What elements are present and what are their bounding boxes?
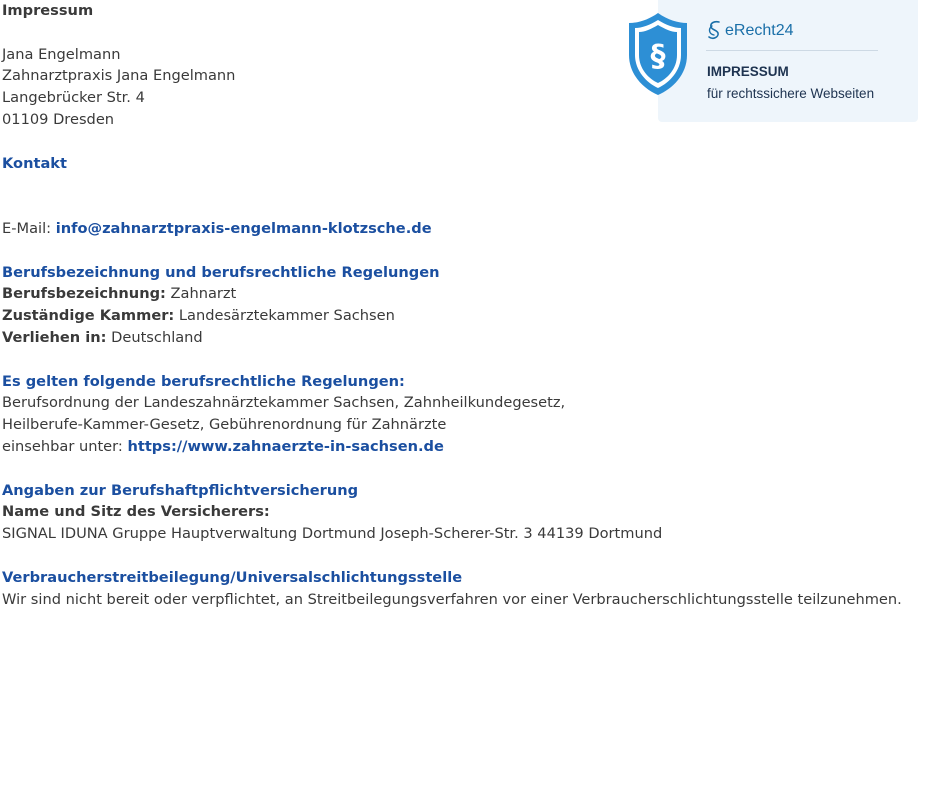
insurance-heading: Angaben zur Berufshaftpflichtversicherung [2, 481, 359, 499]
street-address: Langebrücker Str. 4 [2, 89, 145, 107]
badge-brand-name: eRecht24 [725, 22, 794, 40]
erecht24-badge[interactable] [650, 0, 918, 122]
chamber-line [2, 305, 932, 327]
spacer [2, 174, 932, 196]
insurance-label: Name und Sitz des Versicherers: [2, 503, 270, 521]
practice-name: Zahnarztpraxis Jana Engelmann [2, 67, 236, 85]
granted-value: Deutschland [111, 328, 203, 346]
owner-name: Jana Engelmann [2, 45, 121, 63]
erecht24-logo [706, 20, 794, 42]
profession-heading: Berufsbezeichnung und berufsrechtliche Regelungen [2, 263, 440, 281]
regulations-link-line [2, 436, 932, 458]
profession-title-label: Berufsbezeichnung: [2, 285, 166, 303]
erecht24-mark-icon [706, 20, 724, 42]
profession-title-line [2, 283, 932, 305]
regulations-view-label: einsehbar unter: [2, 437, 123, 455]
page-title: Impressum [2, 2, 94, 19]
insurance-value: SIGNAL IDUNA Gruppe Hauptverwaltung Dortmund Joseph-Scherer-Str. 3 44139 Dortmund [2, 525, 663, 543]
chamber-value: Landesärztekammer Sachsen [178, 307, 395, 325]
email-label: E-Mail: [2, 219, 52, 237]
email-line [2, 218, 932, 240]
regulations-heading: Es gelten folgende berufsrechtliche Regelungen: [2, 372, 405, 390]
svg-text:§: § [650, 39, 666, 74]
spacer [2, 131, 932, 153]
badge-title: IMPRESSUM [707, 64, 789, 79]
city-address: 01109 Dresden [2, 110, 115, 128]
chamber-label: Zuständige Kammer: [2, 307, 175, 325]
spacer [2, 545, 932, 567]
spacer [2, 458, 932, 480]
contact-heading: Kontakt [2, 154, 67, 172]
spacer [2, 196, 932, 218]
regulations-line-1: Berufsordnung der Landeszahnärztekammer Sachsen, Zahnheilkundegesetz, [2, 394, 566, 412]
email-link[interactable]: info@zahnarztpraxis-engelmann-klotzsche.de [55, 219, 432, 237]
granted-label: Verliehen in: [2, 328, 107, 346]
profession-title-value: Zahnarzt [170, 285, 237, 303]
dispute-heading: Verbraucherstreitbeilegung/Universalschlichtungsstelle [2, 568, 463, 586]
regulations-link[interactable]: https://www.zahnaerzte-in-sachsen.de [127, 437, 444, 455]
spacer [2, 240, 932, 262]
spacer [2, 349, 932, 371]
granted-line [2, 327, 932, 349]
paragraph-shield-icon [626, 11, 690, 97]
badge-divider [706, 50, 878, 51]
badge-subtitle: für rechtssichere Webseiten [707, 86, 875, 101]
regulations-line-2: Heilberufe-Kammer-Gesetz, Gebührenordnung für Zahnärzte [2, 416, 447, 434]
dispute-text: Wir sind nicht bereit oder verpflichtet, an Streitbeilegungsverfahren vor einer Verbraucherschlichtungsstelle teilzunehmen. [2, 590, 902, 608]
